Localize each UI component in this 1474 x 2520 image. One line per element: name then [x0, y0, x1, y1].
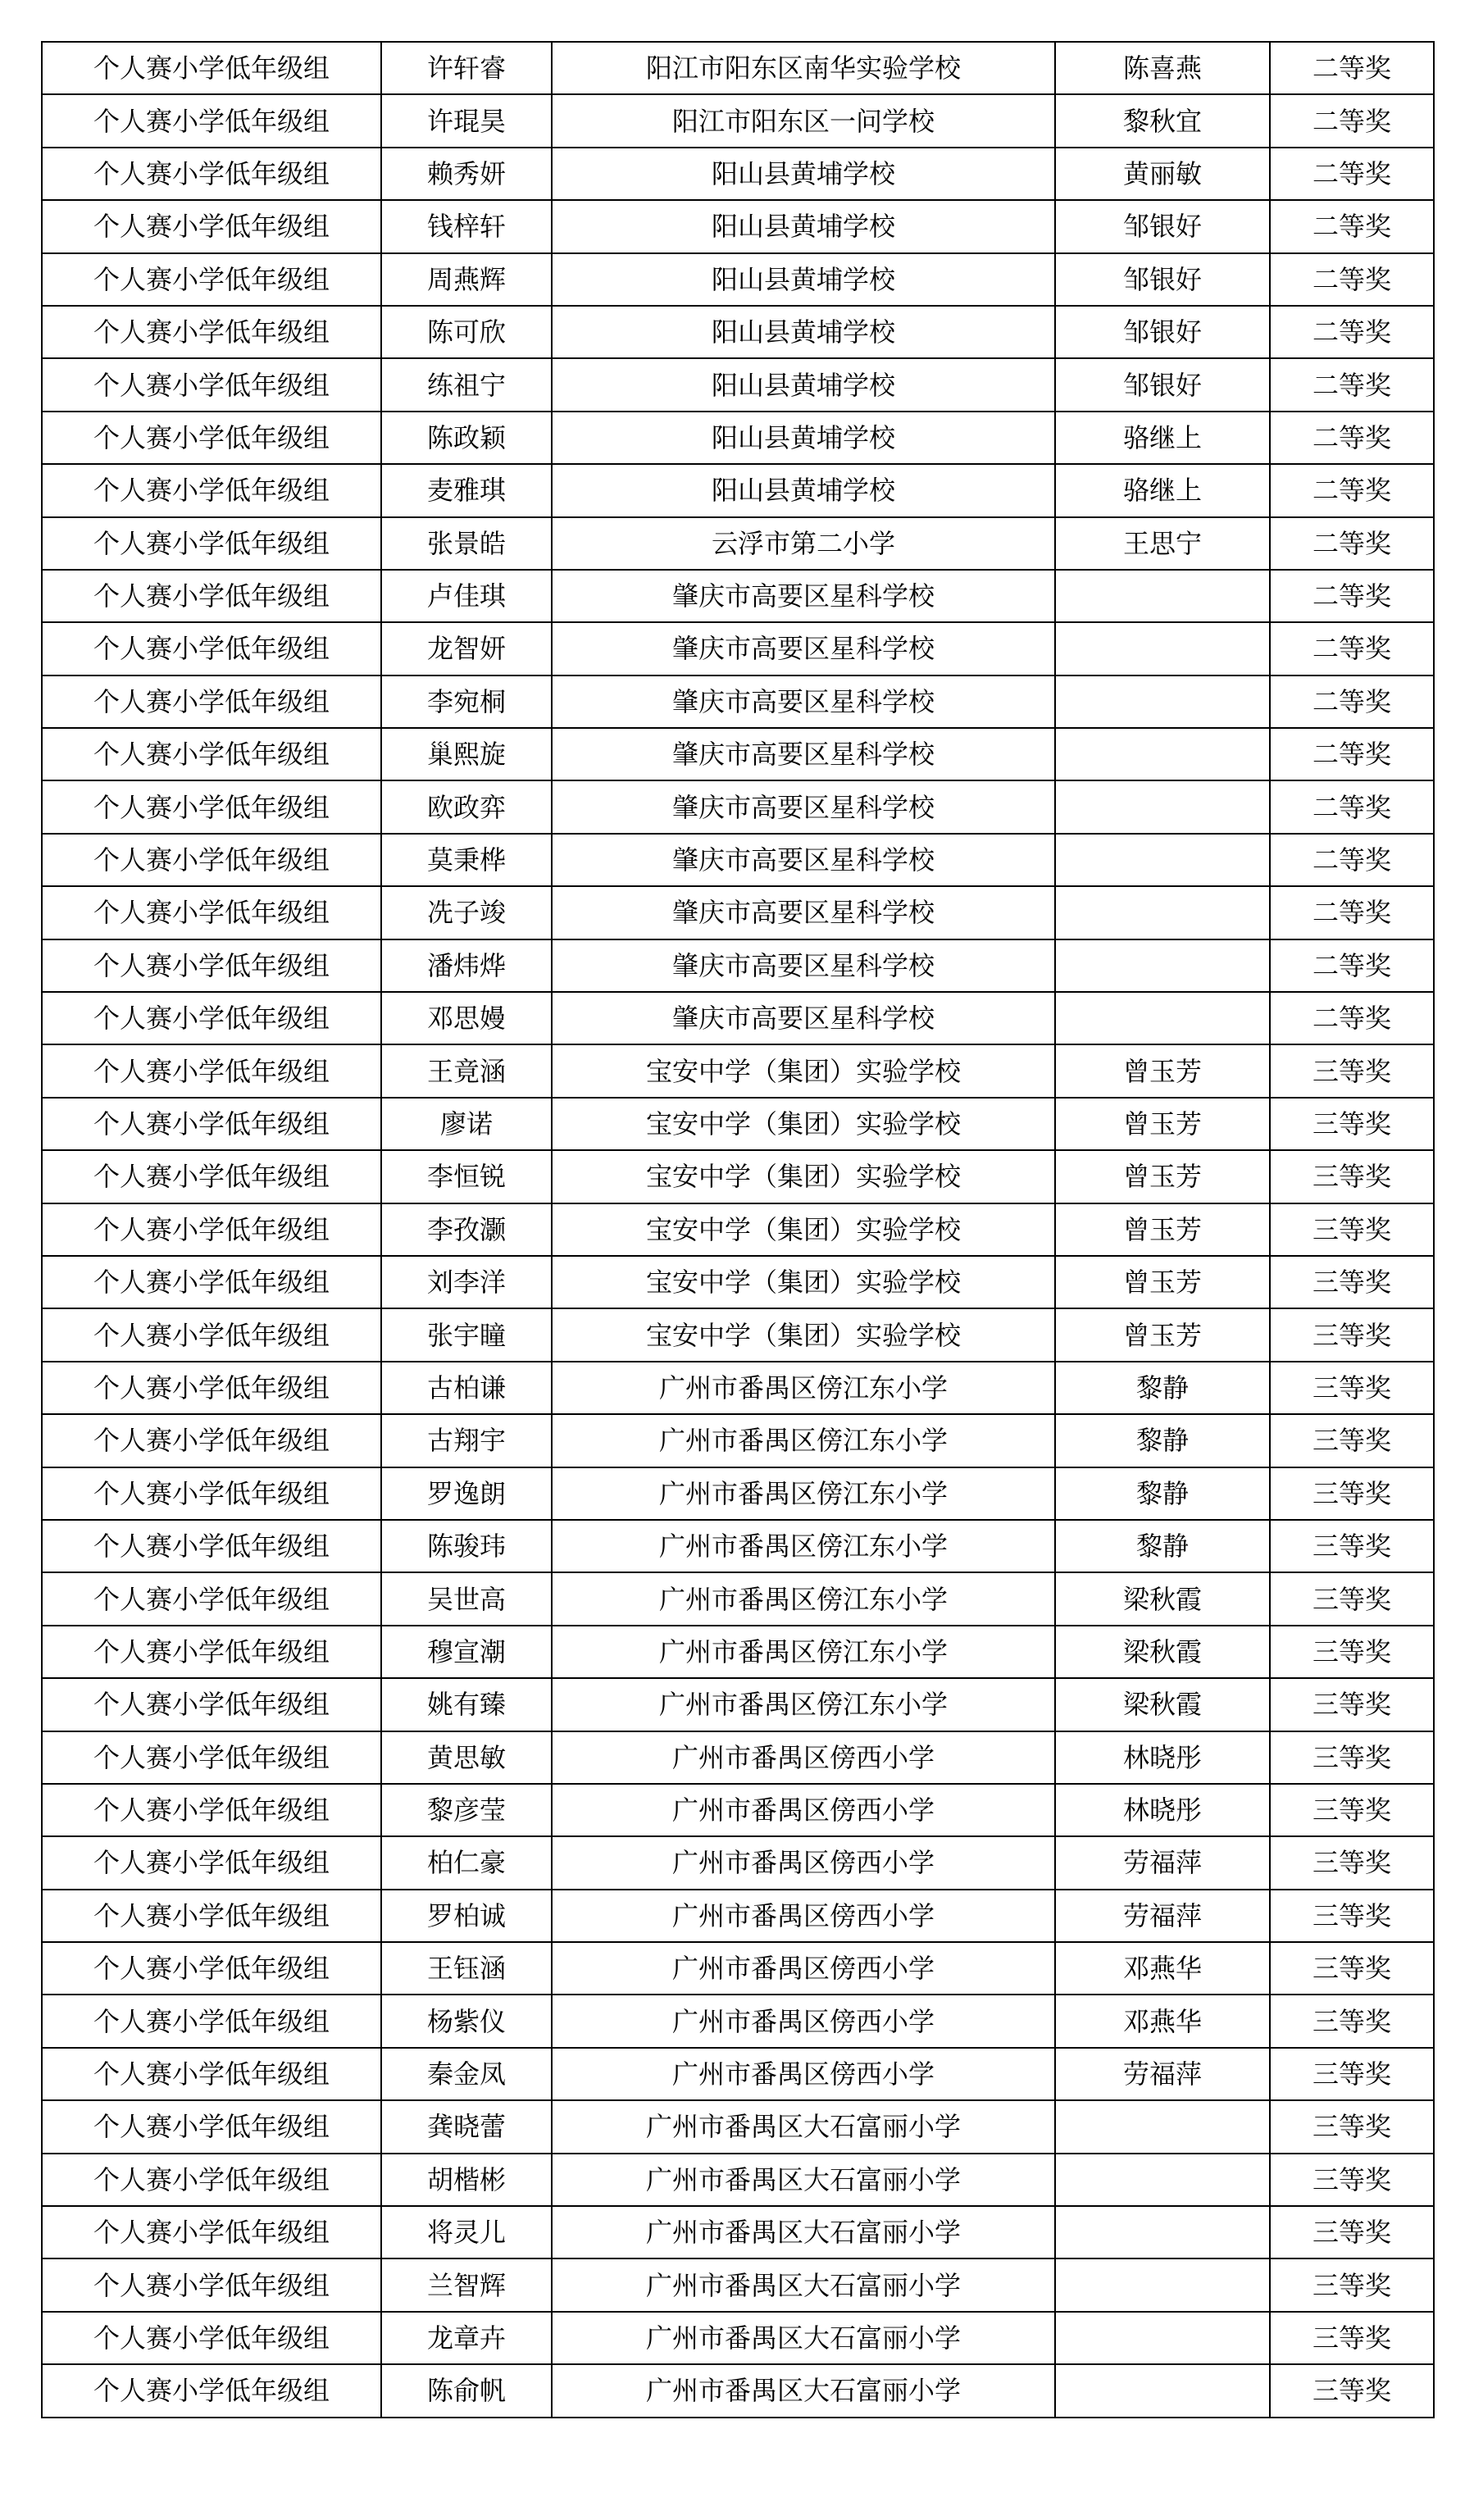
school-cell: 广州市番禺区大石富丽小学	[552, 2100, 1055, 2153]
table-row	[42, 1044, 1434, 1097]
award-cell: 二等奖	[1270, 148, 1434, 200]
table-row	[42, 1942, 1434, 1995]
table-row	[42, 780, 1434, 833]
school-cell: 肇庆市高要区星科学校	[552, 728, 1055, 780]
category-cell: 个人赛小学低年级组	[42, 2258, 381, 2311]
teacher-cell: 梁秋霞	[1055, 1572, 1270, 1625]
table-row	[42, 1150, 1434, 1203]
award-cell: 二等奖	[1270, 253, 1434, 306]
table-row	[42, 728, 1434, 780]
category-cell: 个人赛小学低年级组	[42, 1362, 381, 1414]
school-cell: 广州市番禺区傍江东小学	[552, 1414, 1055, 1467]
school-cell: 宝安中学（集团）实验学校	[552, 1044, 1055, 1097]
teacher-cell: 黎静	[1055, 1467, 1270, 1520]
category-cell: 个人赛小学低年级组	[42, 780, 381, 833]
student-name-cell: 黎彦莹	[381, 1784, 552, 1836]
table-row	[42, 1678, 1434, 1731]
category-cell: 个人赛小学低年级组	[42, 1995, 381, 2047]
teacher-cell: 邓燕华	[1055, 1942, 1270, 1995]
school-cell: 广州市番禺区傍江东小学	[552, 1520, 1055, 1572]
category-cell: 个人赛小学低年级组	[42, 148, 381, 200]
teacher-cell: 劳福萍	[1055, 2048, 1270, 2100]
category-cell: 个人赛小学低年级组	[42, 1203, 381, 1256]
school-cell: 肇庆市高要区星科学校	[552, 570, 1055, 622]
school-cell: 广州市番禺区傍西小学	[552, 1784, 1055, 1836]
student-name-cell: 古柏谦	[381, 1362, 552, 1414]
school-cell: 广州市番禺区傍江东小学	[552, 1362, 1055, 1414]
award-cell: 二等奖	[1270, 622, 1434, 675]
student-name-cell: 龚晓蕾	[381, 2100, 552, 2153]
student-name-cell: 王竟涵	[381, 1044, 552, 1097]
category-cell: 个人赛小学低年级组	[42, 675, 381, 728]
award-cell: 三等奖	[1270, 1467, 1434, 1520]
award-cell: 三等奖	[1270, 2206, 1434, 2258]
student-name-cell: 陈骏玮	[381, 1520, 552, 1572]
student-name-cell: 李恒锐	[381, 1150, 552, 1203]
school-cell: 广州市番禺区傍江东小学	[552, 1467, 1055, 1520]
student-name-cell: 古翔宇	[381, 1414, 552, 1467]
student-name-cell: 龙章卉	[381, 2312, 552, 2364]
teacher-cell: 曾玉芳	[1055, 1203, 1270, 1256]
school-cell: 阳山县黄埔学校	[552, 358, 1055, 411]
school-cell: 肇庆市高要区星科学校	[552, 834, 1055, 886]
category-cell: 个人赛小学低年级组	[42, 2100, 381, 2153]
award-cell: 三等奖	[1270, 1044, 1434, 1097]
award-cell: 二等奖	[1270, 886, 1434, 939]
category-cell: 个人赛小学低年级组	[42, 2048, 381, 2100]
table-row	[42, 834, 1434, 886]
award-cell: 三等奖	[1270, 2312, 1434, 2364]
award-cell: 三等奖	[1270, 1784, 1434, 1836]
category-cell: 个人赛小学低年级组	[42, 622, 381, 675]
student-name-cell: 王钰涵	[381, 1942, 552, 1995]
category-cell: 个人赛小学低年级组	[42, 1678, 381, 1731]
school-cell: 宝安中学（集团）实验学校	[552, 1203, 1055, 1256]
teacher-cell: 曾玉芳	[1055, 1150, 1270, 1203]
school-cell: 肇庆市高要区星科学校	[552, 675, 1055, 728]
teacher-cell: 黎静	[1055, 1362, 1270, 1414]
award-cell: 三等奖	[1270, 1572, 1434, 1625]
teacher-cell: 骆继上	[1055, 412, 1270, 464]
category-cell: 个人赛小学低年级组	[42, 728, 381, 780]
award-cell: 二等奖	[1270, 834, 1434, 886]
table-row	[42, 1308, 1434, 1361]
award-cell: 三等奖	[1270, 1256, 1434, 1308]
student-name-cell: 兰智辉	[381, 2258, 552, 2311]
student-name-cell: 陈俞帆	[381, 2364, 552, 2417]
category-cell: 个人赛小学低年级组	[42, 253, 381, 306]
teacher-cell: 劳福萍	[1055, 1890, 1270, 1942]
school-cell: 广州市番禺区傍江东小学	[552, 1678, 1055, 1731]
teacher-cell	[1055, 675, 1270, 728]
award-cell: 二等奖	[1270, 570, 1434, 622]
table-row	[42, 1362, 1434, 1414]
teacher-cell	[1055, 622, 1270, 675]
teacher-cell: 陈喜燕	[1055, 42, 1270, 94]
table-row	[42, 1520, 1434, 1572]
table-row	[42, 1256, 1434, 1308]
student-name-cell: 张景皓	[381, 517, 552, 570]
teacher-cell	[1055, 2206, 1270, 2258]
table-row	[42, 992, 1434, 1044]
award-cell: 二等奖	[1270, 517, 1434, 570]
table-row	[42, 1784, 1434, 1836]
category-cell: 个人赛小学低年级组	[42, 1731, 381, 1784]
table-row	[42, 200, 1434, 252]
table-row	[42, 886, 1434, 939]
school-cell: 阳江市阳东区一问学校	[552, 94, 1055, 147]
category-cell: 个人赛小学低年级组	[42, 1308, 381, 1361]
award-cell: 二等奖	[1270, 412, 1434, 464]
teacher-cell	[1055, 780, 1270, 833]
award-cell: 二等奖	[1270, 464, 1434, 516]
table-row	[42, 2258, 1434, 2311]
award-cell: 二等奖	[1270, 939, 1434, 992]
student-name-cell: 胡楷彬	[381, 2154, 552, 2206]
category-cell: 个人赛小学低年级组	[42, 306, 381, 358]
category-cell: 个人赛小学低年级组	[42, 1044, 381, 1097]
school-cell: 肇庆市高要区星科学校	[552, 886, 1055, 939]
school-cell: 广州市番禺区大石富丽小学	[552, 2206, 1055, 2258]
category-cell: 个人赛小学低年级组	[42, 42, 381, 94]
teacher-cell: 骆继上	[1055, 464, 1270, 516]
school-cell: 肇庆市高要区星科学校	[552, 780, 1055, 833]
student-name-cell: 赖秀妍	[381, 148, 552, 200]
award-cell: 三等奖	[1270, 2048, 1434, 2100]
table-row	[42, 2154, 1434, 2206]
school-cell: 广州市番禺区大石富丽小学	[552, 2364, 1055, 2417]
table-row	[42, 1995, 1434, 2047]
category-cell: 个人赛小学低年级组	[42, 1784, 381, 1836]
award-cell: 三等奖	[1270, 1520, 1434, 1572]
award-cell: 二等奖	[1270, 992, 1434, 1044]
award-table	[41, 41, 1435, 2418]
table-row	[42, 1203, 1434, 1256]
table-row	[42, 2100, 1434, 2153]
school-cell: 阳山县黄埔学校	[552, 200, 1055, 252]
award-cell: 三等奖	[1270, 2100, 1434, 2153]
award-cell: 三等奖	[1270, 1942, 1434, 1995]
school-cell: 广州市番禺区傍西小学	[552, 1836, 1055, 1889]
teacher-cell: 王思宁	[1055, 517, 1270, 570]
award-cell: 三等奖	[1270, 1150, 1434, 1203]
student-name-cell: 姚有臻	[381, 1678, 552, 1731]
teacher-cell: 梁秋霞	[1055, 1678, 1270, 1731]
student-name-cell: 陈可欣	[381, 306, 552, 358]
student-name-cell: 张宇瞳	[381, 1308, 552, 1361]
table-row	[42, 939, 1434, 992]
teacher-cell: 黎秋宜	[1055, 94, 1270, 147]
student-name-cell: 卢佳琪	[381, 570, 552, 622]
student-name-cell: 周燕辉	[381, 253, 552, 306]
school-cell: 肇庆市高要区星科学校	[552, 622, 1055, 675]
table-row	[42, 94, 1434, 147]
award-cell: 二等奖	[1270, 306, 1434, 358]
student-name-cell: 冼子竣	[381, 886, 552, 939]
award-cell: 三等奖	[1270, 1890, 1434, 1942]
table-row	[42, 570, 1434, 622]
school-cell: 广州市番禺区傍西小学	[552, 1890, 1055, 1942]
teacher-cell: 黎静	[1055, 1520, 1270, 1572]
student-name-cell: 杨紫仪	[381, 1995, 552, 2047]
category-cell: 个人赛小学低年级组	[42, 2154, 381, 2206]
table-row	[42, 2312, 1434, 2364]
student-name-cell: 李宛桐	[381, 675, 552, 728]
category-cell: 个人赛小学低年级组	[42, 1890, 381, 1942]
teacher-cell: 邹银好	[1055, 253, 1270, 306]
table-row	[42, 1098, 1434, 1150]
award-cell: 三等奖	[1270, 1098, 1434, 1150]
category-cell: 个人赛小学低年级组	[42, 886, 381, 939]
category-cell: 个人赛小学低年级组	[42, 412, 381, 464]
award-table-body	[42, 42, 1434, 2418]
award-cell: 二等奖	[1270, 200, 1434, 252]
school-cell: 阳江市阳东区南华实验学校	[552, 42, 1055, 94]
teacher-cell: 劳福萍	[1055, 1836, 1270, 1889]
category-cell: 个人赛小学低年级组	[42, 1467, 381, 1520]
teacher-cell: 梁秋霞	[1055, 1626, 1270, 1678]
category-cell: 个人赛小学低年级组	[42, 2364, 381, 2417]
student-name-cell: 陈政颖	[381, 412, 552, 464]
student-name-cell: 钱梓轩	[381, 200, 552, 252]
category-cell: 个人赛小学低年级组	[42, 1414, 381, 1467]
table-row	[42, 2048, 1434, 2100]
student-name-cell: 练祖宁	[381, 358, 552, 411]
table-row	[42, 306, 1434, 358]
school-cell: 广州市番禺区傍江东小学	[552, 1572, 1055, 1625]
school-cell: 宝安中学（集团）实验学校	[552, 1308, 1055, 1361]
student-name-cell: 龙智妍	[381, 622, 552, 675]
student-name-cell: 穆宣潮	[381, 1626, 552, 1678]
category-cell: 个人赛小学低年级组	[42, 939, 381, 992]
table-row	[42, 412, 1434, 464]
school-cell: 阳山县黄埔学校	[552, 412, 1055, 464]
category-cell: 个人赛小学低年级组	[42, 358, 381, 411]
school-cell: 广州市番禺区傍西小学	[552, 2048, 1055, 2100]
table-row	[42, 675, 1434, 728]
teacher-cell: 邹银好	[1055, 200, 1270, 252]
teacher-cell	[1055, 728, 1270, 780]
award-cell: 三等奖	[1270, 1995, 1434, 2047]
table-row	[42, 42, 1434, 94]
school-cell: 广州市番禺区傍西小学	[552, 1942, 1055, 1995]
student-name-cell: 将灵儿	[381, 2206, 552, 2258]
award-cell: 二等奖	[1270, 675, 1434, 728]
category-cell: 个人赛小学低年级组	[42, 1942, 381, 1995]
category-cell: 个人赛小学低年级组	[42, 200, 381, 252]
category-cell: 个人赛小学低年级组	[42, 1572, 381, 1625]
table-row	[42, 148, 1434, 200]
teacher-cell: 邹银好	[1055, 358, 1270, 411]
award-cell: 三等奖	[1270, 1731, 1434, 1784]
student-name-cell: 吴世高	[381, 1572, 552, 1625]
category-cell: 个人赛小学低年级组	[42, 570, 381, 622]
award-cell: 二等奖	[1270, 42, 1434, 94]
award-cell: 三等奖	[1270, 2364, 1434, 2417]
school-cell: 广州市番禺区傍西小学	[552, 1995, 1055, 2047]
teacher-cell: 黄丽敏	[1055, 148, 1270, 200]
student-name-cell: 潘炜烨	[381, 939, 552, 992]
teacher-cell	[1055, 570, 1270, 622]
award-cell: 三等奖	[1270, 1626, 1434, 1678]
teacher-cell	[1055, 939, 1270, 992]
table-row	[42, 1836, 1434, 1889]
teacher-cell: 林晓彤	[1055, 1784, 1270, 1836]
category-cell: 个人赛小学低年级组	[42, 1836, 381, 1889]
school-cell: 广州市番禺区大石富丽小学	[552, 2154, 1055, 2206]
teacher-cell: 曾玉芳	[1055, 1044, 1270, 1097]
table-row	[42, 464, 1434, 516]
table-row	[42, 1572, 1434, 1625]
teacher-cell: 林晓彤	[1055, 1731, 1270, 1784]
school-cell: 阳山县黄埔学校	[552, 464, 1055, 516]
table-row	[42, 2206, 1434, 2258]
category-cell: 个人赛小学低年级组	[42, 834, 381, 886]
student-name-cell: 麦雅琪	[381, 464, 552, 516]
teacher-cell	[1055, 2312, 1270, 2364]
award-cell: 二等奖	[1270, 728, 1434, 780]
teacher-cell	[1055, 2258, 1270, 2311]
school-cell: 宝安中学（集团）实验学校	[552, 1150, 1055, 1203]
student-name-cell: 李孜灏	[381, 1203, 552, 1256]
award-cell: 三等奖	[1270, 1308, 1434, 1361]
category-cell: 个人赛小学低年级组	[42, 1626, 381, 1678]
school-cell: 广州市番禺区大石富丽小学	[552, 2258, 1055, 2311]
student-name-cell: 欧政弈	[381, 780, 552, 833]
student-name-cell: 许轩睿	[381, 42, 552, 94]
school-cell: 肇庆市高要区星科学校	[552, 992, 1055, 1044]
category-cell: 个人赛小学低年级组	[42, 1520, 381, 1572]
student-name-cell: 许琨昊	[381, 94, 552, 147]
student-name-cell: 莫秉桦	[381, 834, 552, 886]
student-name-cell: 廖诺	[381, 1098, 552, 1150]
category-cell: 个人赛小学低年级组	[42, 464, 381, 516]
category-cell: 个人赛小学低年级组	[42, 94, 381, 147]
student-name-cell: 柏仁豪	[381, 1836, 552, 1889]
school-cell: 阳山县黄埔学校	[552, 148, 1055, 200]
category-cell: 个人赛小学低年级组	[42, 2312, 381, 2364]
school-cell: 广州市番禺区傍西小学	[552, 1731, 1055, 1784]
teacher-cell	[1055, 2100, 1270, 2153]
school-cell: 广州市番禺区傍江东小学	[552, 1626, 1055, 1678]
student-name-cell: 黄思敏	[381, 1731, 552, 1784]
table-row	[42, 517, 1434, 570]
student-name-cell: 邓思嫚	[381, 992, 552, 1044]
table-row	[42, 1890, 1434, 1942]
school-cell: 云浮市第二小学	[552, 517, 1055, 570]
category-cell: 个人赛小学低年级组	[42, 1256, 381, 1308]
school-cell: 阳山县黄埔学校	[552, 306, 1055, 358]
award-cell: 三等奖	[1270, 2154, 1434, 2206]
teacher-cell	[1055, 2364, 1270, 2417]
table-row	[42, 1731, 1434, 1784]
teacher-cell	[1055, 2154, 1270, 2206]
table-row	[42, 358, 1434, 411]
student-name-cell: 刘李洋	[381, 1256, 552, 1308]
school-cell: 阳山县黄埔学校	[552, 253, 1055, 306]
student-name-cell: 巢熙旋	[381, 728, 552, 780]
table-row	[42, 253, 1434, 306]
teacher-cell: 曾玉芳	[1055, 1256, 1270, 1308]
category-cell: 个人赛小学低年级组	[42, 992, 381, 1044]
award-cell: 二等奖	[1270, 780, 1434, 833]
award-cell: 三等奖	[1270, 2258, 1434, 2311]
category-cell: 个人赛小学低年级组	[42, 517, 381, 570]
school-cell: 宝安中学（集团）实验学校	[552, 1256, 1055, 1308]
school-cell: 宝安中学（集团）实验学校	[552, 1098, 1055, 1150]
school-cell: 肇庆市高要区星科学校	[552, 939, 1055, 992]
teacher-cell: 黎静	[1055, 1414, 1270, 1467]
teacher-cell: 曾玉芳	[1055, 1098, 1270, 1150]
school-cell: 广州市番禺区大石富丽小学	[552, 2312, 1055, 2364]
teacher-cell	[1055, 834, 1270, 886]
student-name-cell: 罗柏诚	[381, 1890, 552, 1942]
award-cell: 二等奖	[1270, 94, 1434, 147]
table-row	[42, 2364, 1434, 2417]
award-cell: 二等奖	[1270, 358, 1434, 411]
category-cell: 个人赛小学低年级组	[42, 1098, 381, 1150]
student-name-cell: 罗逸朗	[381, 1467, 552, 1520]
teacher-cell	[1055, 992, 1270, 1044]
award-cell: 三等奖	[1270, 1362, 1434, 1414]
table-row	[42, 622, 1434, 675]
table-row	[42, 1414, 1434, 1467]
table-row	[42, 1626, 1434, 1678]
teacher-cell: 邹银好	[1055, 306, 1270, 358]
award-cell: 三等奖	[1270, 1678, 1434, 1731]
student-name-cell: 秦金凤	[381, 2048, 552, 2100]
teacher-cell	[1055, 886, 1270, 939]
table-row	[42, 1467, 1434, 1520]
award-cell: 三等奖	[1270, 1203, 1434, 1256]
category-cell: 个人赛小学低年级组	[42, 2206, 381, 2258]
teacher-cell: 曾玉芳	[1055, 1308, 1270, 1361]
category-cell: 个人赛小学低年级组	[42, 1150, 381, 1203]
award-cell: 三等奖	[1270, 1414, 1434, 1467]
teacher-cell: 邓燕华	[1055, 1995, 1270, 2047]
award-cell: 三等奖	[1270, 1836, 1434, 1889]
